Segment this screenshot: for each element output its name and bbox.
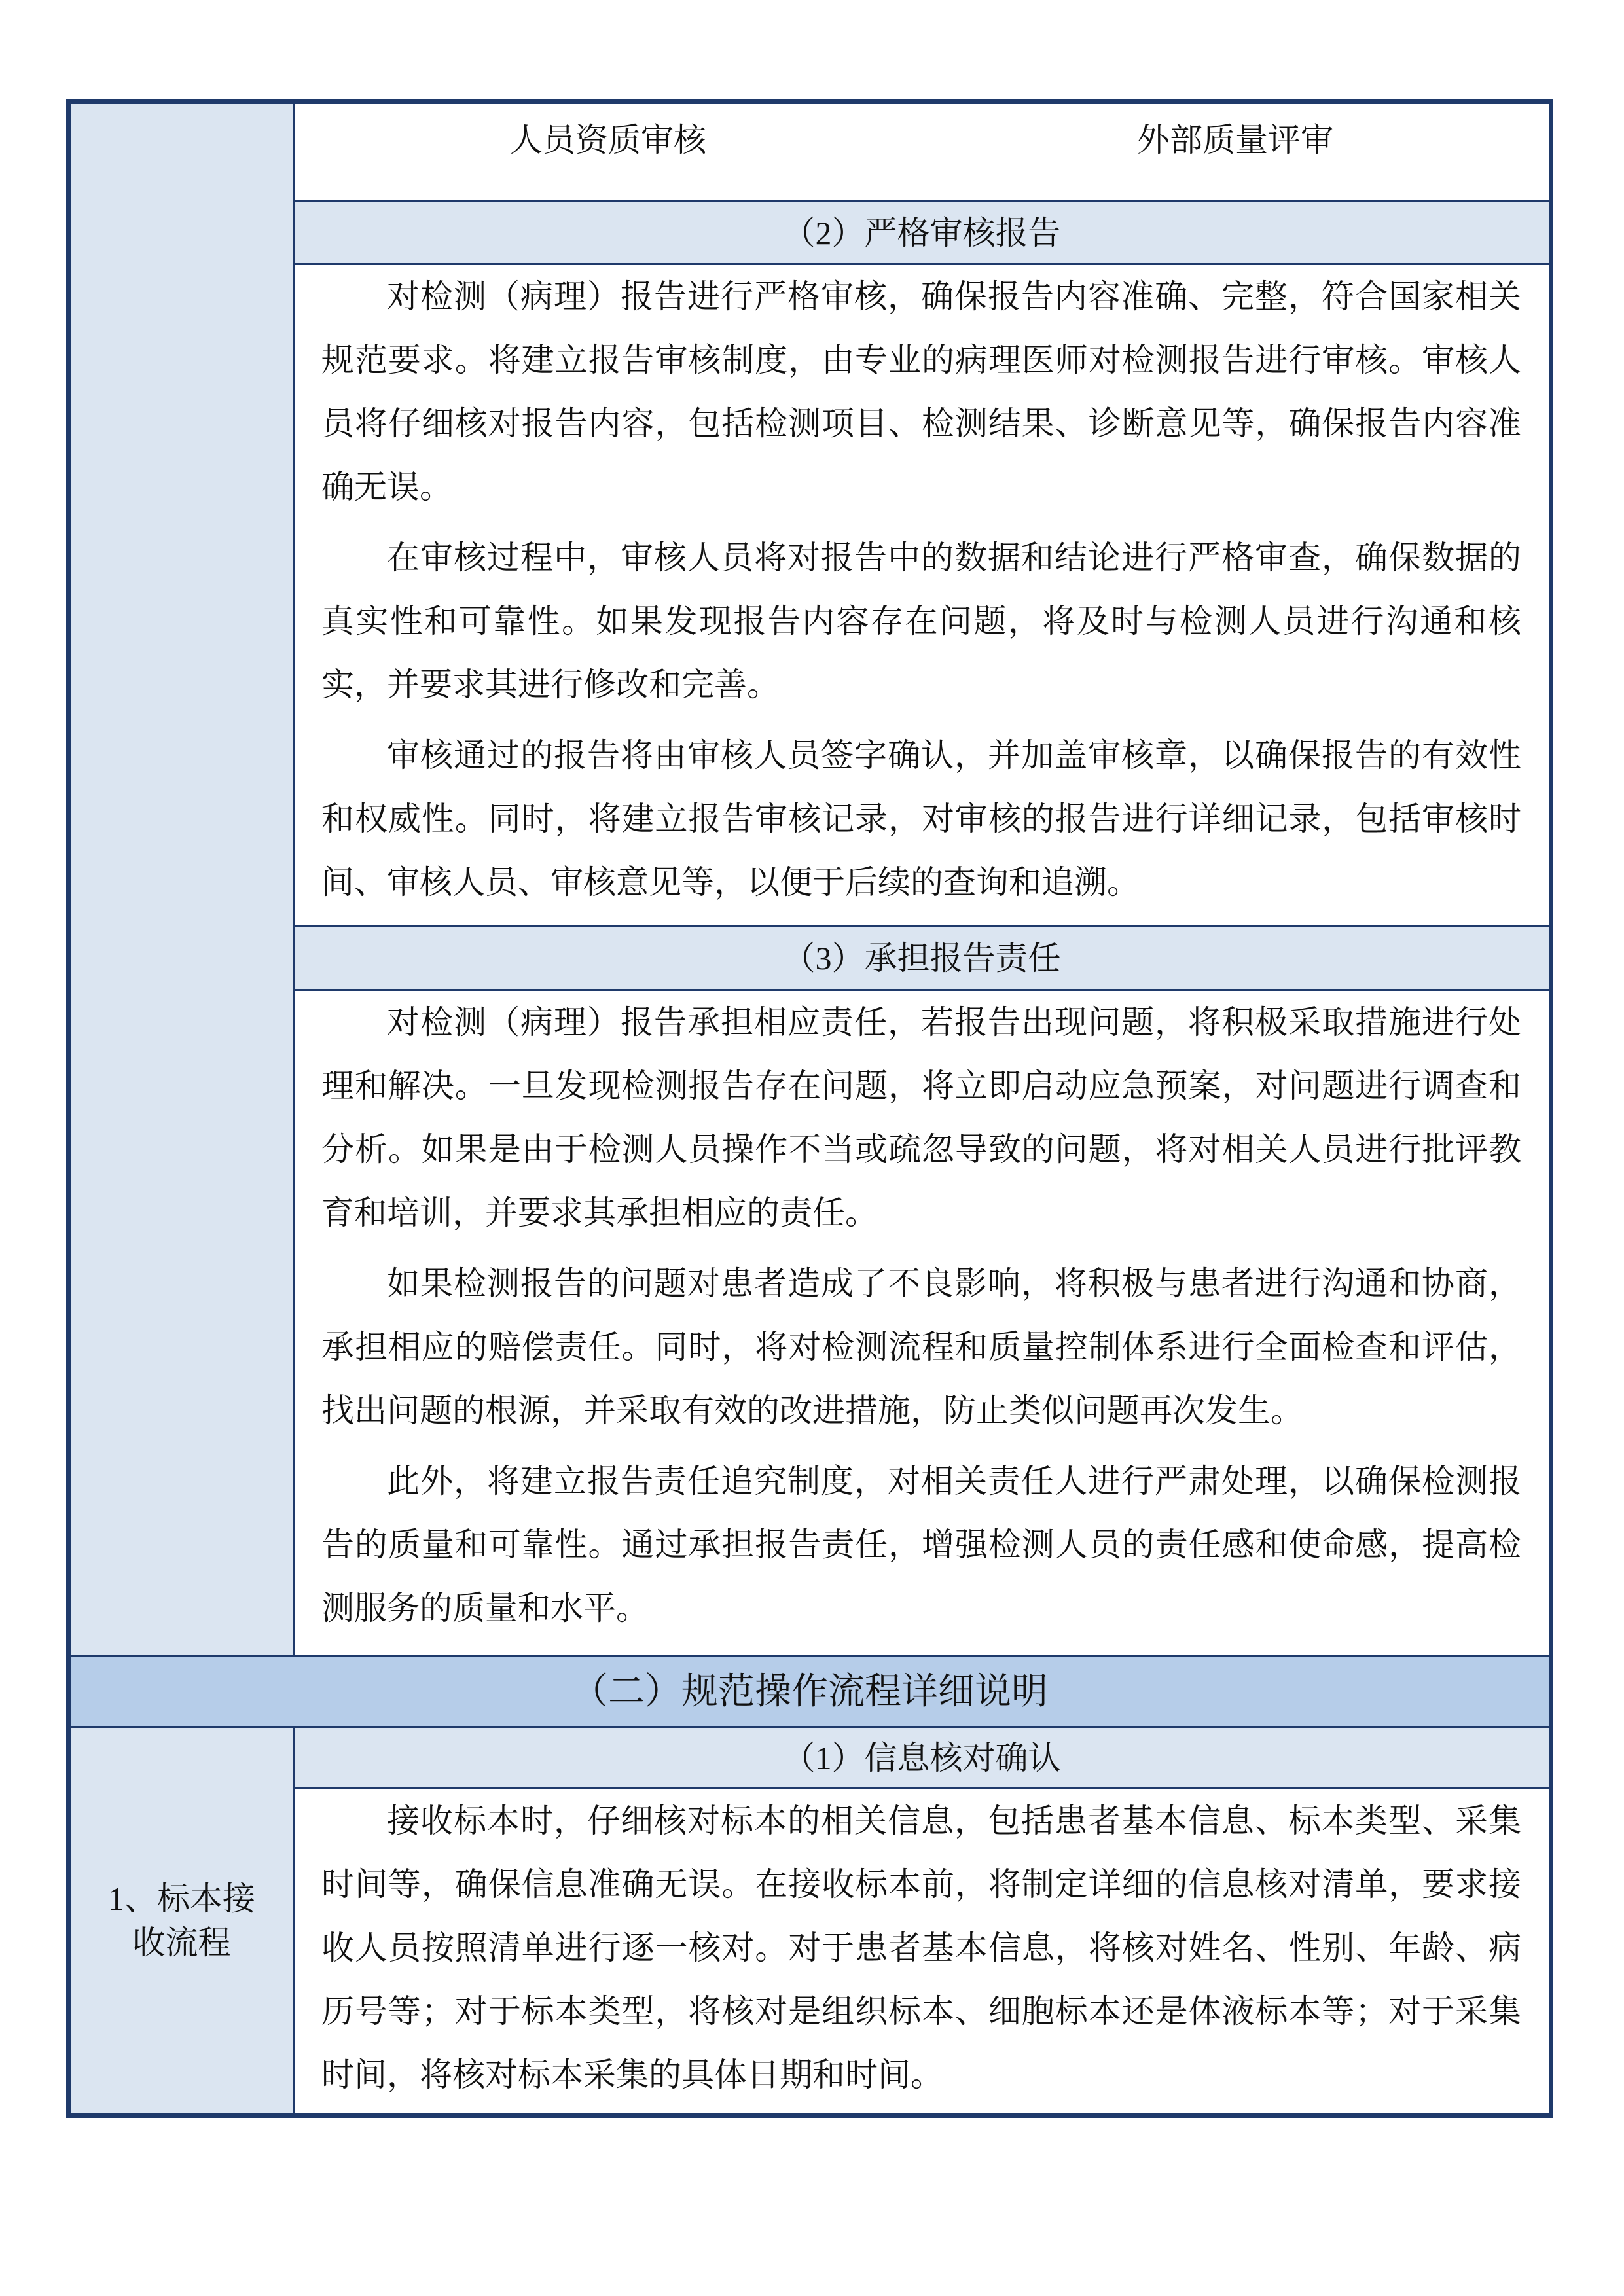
subheading-report-responsibility: （3）承担报告责任 (293, 925, 1549, 989)
left-merged-cell (71, 104, 293, 1655)
section-title-standard-procedures: （二）规范操作流程详细说明 (71, 1655, 1549, 1726)
row-label-cell (71, 1726, 293, 2113)
top-row (293, 104, 1549, 200)
top-row-label-personnel-review: 人员资质审核 (510, 122, 706, 158)
body-strict-report-review (293, 263, 1549, 925)
top-row-label-external-quality-review: 外部质量评审 (1137, 122, 1333, 158)
body-report-responsibility (293, 989, 1549, 1655)
paragraph: 如果检测报告的问题对患者造成了不良影响，将积极与患者进行沟通和协商，承担相应的赔偿责任。同时，将对检测流程和质量控制体系进行全面检查和评估，找出问题的根源，并采取有效的改进措施，防止类似问题再次发生。 (321, 1265, 1521, 1429)
paragraph: 在审核过程中，审核人员将对报告中的数据和结论进行严格审查，确保数据的真实性和可靠性。如果发现报告内容存在问题，将及时与检测人员进行沟通和核实，并要求其进行修改和完善。 (321, 539, 1521, 703)
paragraph: 审核通过的报告将由审核人员签字确认，并加盖审核章，以确保报告的有效性和权威性。同时，将建立报告审核记录，对审核的报告进行详细记录，包括审核时间、审核人员、审核意见等，以便于后续的查询和追溯。 (321, 737, 1521, 901)
subheading-information-verification: （1）信息核对确认 (293, 1726, 1549, 1787)
paragraph: 此外，将建立报告责任追究制度，对相关责任人进行严肃处理，以确保检测报告的质量和可靠性。通过承担报告责任，增强检测人员的责任感和使命感，提高检测服务的质量和水平。 (321, 1463, 1521, 1626)
row-label-specimen-receiving: 1、标本接收流程 (108, 1880, 255, 1961)
subheading-strict-report-review: （2）严格审核报告 (293, 200, 1549, 263)
paragraph: 对检测（病理）报告承担相应责任，若报告出现问题，将积极采取措施进行处理和解决。一旦发现检测报告存在问题，将立即启动应急预案，对问题进行调查和分析。如果是由于检测人员操作不当或疏忽导致的问题，将对相关人员进行批评教育和培训，并要求其承担相应的责任。 (321, 1004, 1521, 1231)
paragraph: 对检测（病理）报告进行严格审核，确保报告内容准确、完整，符合国家相关规范要求。将建立报告审核制度，由专业的病理医师对检测报告进行审核。审核人员将仔细核对报告内容，包括检测项目、检测结果、诊断意见等，确保报告内容准确无误。 (321, 278, 1521, 505)
paragraph: 接收标本时，仔细核对标本的相关信息，包括患者基本信息、标本类型、采集时间等，确保信息准确无误。在接收标本前，将制定详细的信息核对清单，要求接收人员按照清单进行逐一核对。对于患者基本信息，将核对姓名、性别、年龄、病历号等；对于标本类型，将核对是组织标本、细胞标本还是体液标本等；对于采集时间，将核对标本采集的具体日期和时间。 (321, 1803, 1521, 2093)
table-frame (66, 99, 1553, 2118)
body-information-verification (293, 1787, 1549, 2113)
